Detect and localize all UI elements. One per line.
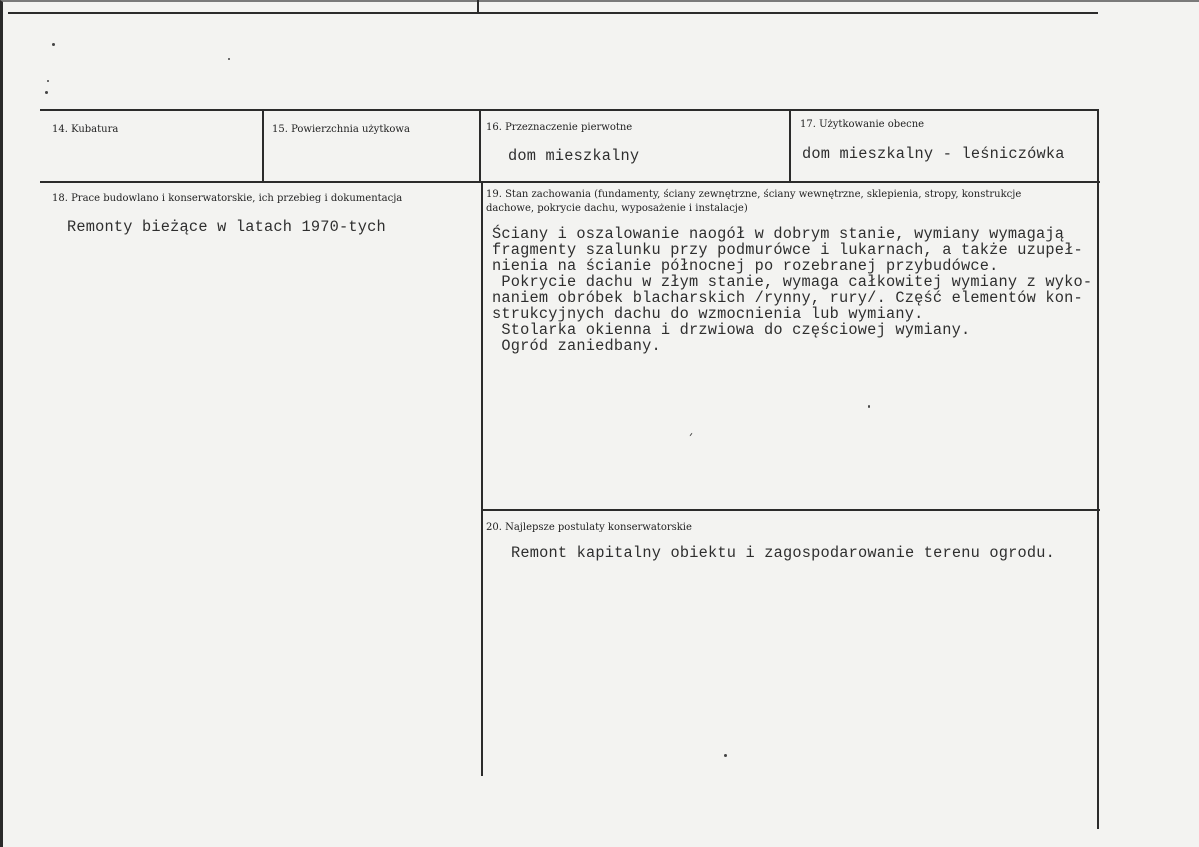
divider-18-19 (481, 183, 483, 776)
divider-16-17 (789, 111, 791, 181)
field-19-label: 19. Stan zachowania (fundamenty, ściany zewnętrzne, ściany wewnętrzne, sklepienia, stropy, konstrukcje dachowe, pokrycie dachu, wyposażenie i instalacje) (486, 189, 1022, 214)
row1-top-rule (40, 109, 1098, 111)
field-18-label: 18. Prace budowlano i konserwatorskie, ich przebieg i dokumentacja (52, 193, 403, 204)
field-19-line: Pokrycie dachu w złym stanie, wymaga całkowitej wymiany z wyko- (492, 273, 1093, 291)
scan-speck (868, 405, 870, 408)
row1-bottom-rule (40, 181, 1100, 183)
field-19-line: Ogród zaniedbany. (492, 337, 661, 355)
field-19-line: strukcyjnych dachu do wzmocnienia lub wymiany. (492, 305, 924, 323)
scan-speck (45, 91, 48, 94)
field-19-line: fragmenty szalunku przy podmurówce i lukarnach, a także uzupeł- (492, 241, 1083, 259)
field-16-value: dom mieszkalny (508, 147, 640, 165)
field-15-label: 15. Powierzchnia użytkowa (272, 124, 410, 135)
field-16-label: 16. Przeznaczenie pierwotne (486, 122, 633, 133)
scan-speck (724, 754, 727, 757)
field-20-label: 20. Najlepsze postulaty konserwatorskie (486, 522, 692, 533)
field-18-value: Remonty bieżące w latach 1970-tych (67, 218, 386, 236)
divider-14-15 (262, 111, 264, 181)
field-19-line: nienia na ścianie północnej po rozebranej przybudówce. (492, 257, 999, 275)
right-edge-rule (1097, 109, 1099, 829)
field-17-label: 17. Użytkowanie obecne (800, 119, 925, 130)
divider-15-16 (479, 111, 481, 181)
scan-speck (47, 80, 49, 82)
field-19-line: Stolarka okienna i drzwiowa do częściowej wymiany. (492, 321, 971, 339)
field-20-value: Remont kapitalny obiektu i zagospodarowanie terenu ogrodu. (511, 544, 1056, 562)
field-19-line: naniem obróbek blacharskich /rynny, rury/. Część elementów kon- (492, 289, 1083, 307)
field-17-value: dom mieszkalny - leśniczówka (802, 145, 1065, 163)
top-rule (8, 12, 1098, 14)
top-center-tick (477, 0, 479, 13)
field-19-line: Ściany i oszalowanie naogół w dobrym stanie, wymiany wymagają (492, 225, 1065, 243)
row-19-20-rule (483, 509, 1100, 511)
field-14-label: 14. Kubatura (52, 124, 119, 135)
scan-speck (52, 43, 55, 46)
scan-speck (228, 58, 230, 60)
